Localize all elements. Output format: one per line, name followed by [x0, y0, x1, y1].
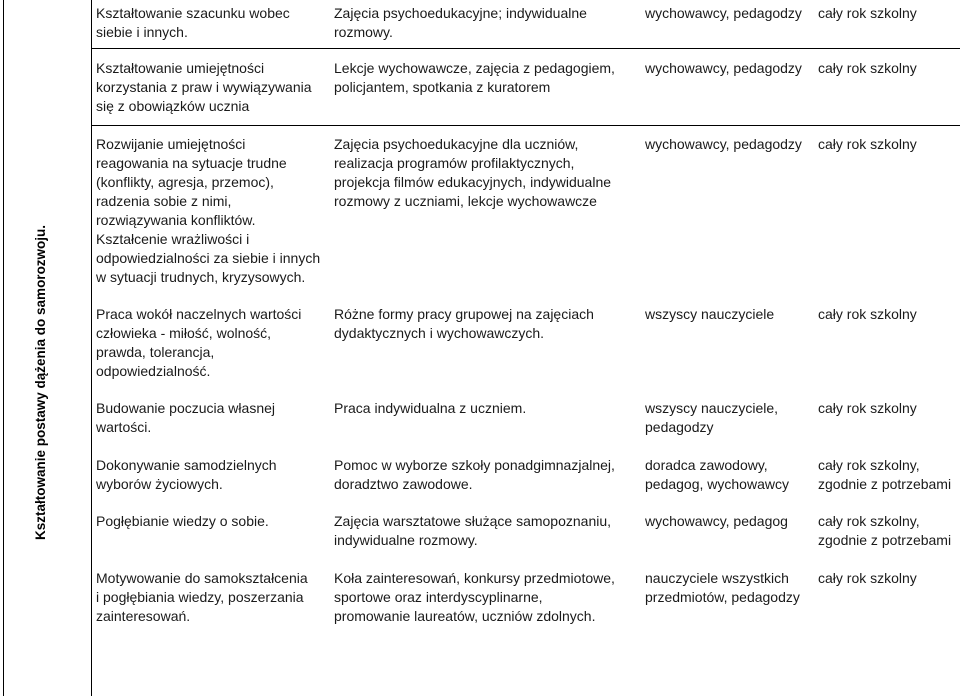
goal-cell: Dokonywanie samodzielnych wyborów życiowych.	[96, 457, 277, 492]
goal-cell: Budowanie poczucia własnej wartości.	[96, 400, 275, 435]
responsible-cell: wychowawcy, pedagog	[645, 513, 788, 529]
responsible-cell: nauczyciele wszystkich przedmiotów, pedagodzy	[645, 570, 800, 605]
table-column-divider	[91, 0, 92, 696]
date-cell: cały rok szkolny	[818, 136, 917, 152]
forms-cell: Zajęcia psychoedukacyjne; indywidualne rozmowy.	[334, 5, 587, 40]
goal-cell: Kształtowanie szacunku wobec siebie i innych.	[96, 5, 290, 40]
date-cell: cały rok szkolny	[818, 60, 917, 76]
table-row-divider	[91, 48, 960, 49]
forms-cell: Zajęcia warsztatowe służące samopoznaniu, indywidualne rozmowy.	[334, 513, 612, 548]
date-cell: cały rok szkolny	[818, 400, 917, 416]
date-cell: cały rok szkolny, zgodnie z potrzebami	[818, 457, 952, 492]
section-label: Kształtowanie postawy dążenia do samorozwoju.	[33, 224, 48, 540]
forms-cell: Lekcje wychowawcze, zajęcia z pedagogiem, policjantem, spotkania z kuratorem	[334, 60, 615, 95]
date-cell: cały rok szkolny, zgodnie z potrzebami	[818, 513, 952, 548]
responsible-cell: wychowawcy, pedagodzy	[645, 136, 802, 152]
responsible-cell: wszyscy nauczyciele	[645, 306, 775, 322]
date-cell: cały rok szkolny	[818, 5, 917, 21]
forms-cell: Koła zainteresowań, konkursy przedmiotowe, sportowe oraz interdyscyplinarne, promowanie laureatów, uczniów zdolnych.	[334, 570, 615, 624]
goal-cell: Pogłębianie wiedzy o sobie.	[96, 513, 269, 529]
responsible-cell: wychowawcy, pedagodzy	[645, 60, 802, 76]
goal-cell: Praca wokół naczelnych wartości człowieka - miłość, wolność, prawda, tolerancja, odpowiedzialność.	[96, 306, 302, 379]
forms-cell: Zajęcia psychoedukacyjne dla uczniów, realizacja programów profilaktycznych, projekcja filmów edukacyjnych, indywidualne rozmowy z uczniami, lekcje wychowawcze	[334, 136, 612, 209]
date-cell: cały rok szkolny	[818, 570, 917, 586]
goal-cell: Motywowanie do samokształcenia i pogłębiania wiedzy, poszerzania zainteresowań.	[96, 570, 308, 624]
responsible-cell: wszyscy nauczyciele, pedagodzy	[645, 400, 779, 435]
responsible-cell: wychowawcy, pedagodzy	[645, 5, 802, 21]
table-row-divider	[91, 125, 960, 126]
forms-cell: Praca indywidualna z uczniem.	[334, 400, 527, 416]
responsible-cell: doradca zawodowy, pedagog, wychowawcy	[645, 457, 789, 492]
date-cell: cały rok szkolny	[818, 306, 917, 322]
goal-cell: Rozwijanie umiejętności reagowania na sytuacje trudne (konflikty, agresja, przemoc), radzenia sobie z nimi, rozwiązywania konfliktów. Kształcenie wrażliwości i odpowiedzialności za siebie i innych w sytuacji trudnych, kryzysowych.	[96, 136, 321, 285]
table-border-left	[3, 0, 4, 696]
forms-cell: Różne formy pracy grupowej na zajęciach dydaktycznych i wychowawczych.	[334, 306, 594, 341]
forms-cell: Pomoc w wyborze szkoły ponadgimnazjalnej, doradztwo zawodowe.	[334, 457, 615, 492]
goal-cell: Kształtowanie umiejętności korzystania z praw i wywiązywania się z obowiązków ucznia	[96, 60, 312, 114]
